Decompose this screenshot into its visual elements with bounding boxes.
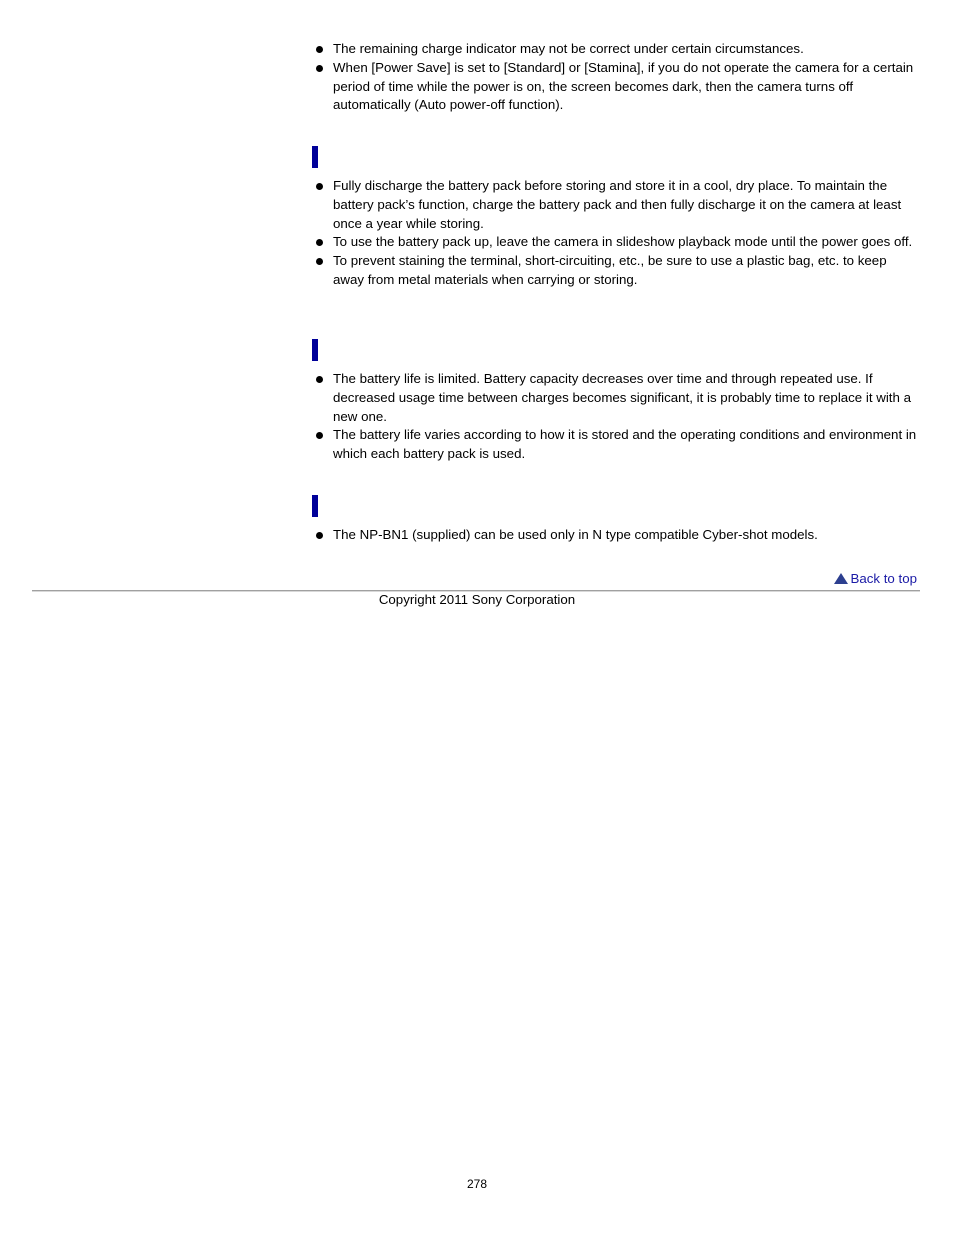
bullet-text: The battery life varies according to how it is stored and the operating conditions and environment in which each battery pack is used. <box>333 427 917 462</box>
bullet-text: When [Power Save] is set to [Standard] or [Stamina], if you do not operate the camera for a certain period of time while the power is on, the screen becomes dark, then the camera turns off automatically (Auto power-off function). <box>333 59 914 113</box>
bullet-text: Fully discharge the battery pack before storing and store it in a cool, dry place. To maintain the battery pack’s function, charge the battery pack and then fully discharge it on the camera at least once a year while storing. <box>333 178 902 231</box>
list-item <box>312 40 918 59</box>
bullet-icon <box>316 376 323 383</box>
section-2 <box>312 177 918 290</box>
list-item <box>312 59 918 115</box>
section-heading-bar <box>312 495 318 517</box>
bullet-icon <box>316 258 323 265</box>
bullet-list <box>312 40 918 115</box>
bullet-text: To prevent staining the terminal, short-circuiting, etc., be sure to use a plastic bag, etc. to keep away from metal materials when carrying or storing. <box>333 253 887 287</box>
up-triangle-icon <box>834 573 848 584</box>
bullet-text: The NP-BN1 (supplied) can be used only in N type compatible Cyber-shot models. <box>333 527 818 542</box>
list-item <box>312 526 918 545</box>
list-item <box>312 177 918 233</box>
bullet-list <box>312 370 918 464</box>
bullet-icon <box>316 183 323 190</box>
bullet-icon <box>316 432 323 439</box>
bullet-text: To use the battery pack up, leave the camera in slideshow playback mode until the power goes off. <box>333 234 913 250</box>
bullet-icon <box>316 532 323 539</box>
list-item <box>312 233 918 252</box>
bullet-text: The remaining charge indicator may not be correct under certain circumstances. <box>333 41 804 56</box>
list-item <box>312 252 918 290</box>
bullet-icon <box>316 46 323 53</box>
section-3 <box>312 370 918 464</box>
bullet-text: The battery life is limited. Battery capacity decreases over time and through repeated use. If decreased usage time between charges becomes significant, it is probably time to replace it with a new one. <box>333 371 911 424</box>
back-to-top-link[interactable] <box>834 571 917 586</box>
page-number: 278 <box>466 1177 488 1191</box>
section-1 <box>312 40 918 115</box>
bullet-icon <box>316 65 323 72</box>
copyright-text: Copyright 2011 Sony Corporation <box>378 592 576 607</box>
list-item <box>312 370 918 426</box>
section-4 <box>312 526 918 545</box>
back-to-top-label: Back to top <box>850 571 917 586</box>
section-heading-bar <box>312 146 318 168</box>
list-item <box>312 426 918 464</box>
bullet-list <box>312 177 918 290</box>
bullet-icon <box>316 239 323 246</box>
bullet-list <box>312 526 918 545</box>
section-heading-bar <box>312 339 318 361</box>
